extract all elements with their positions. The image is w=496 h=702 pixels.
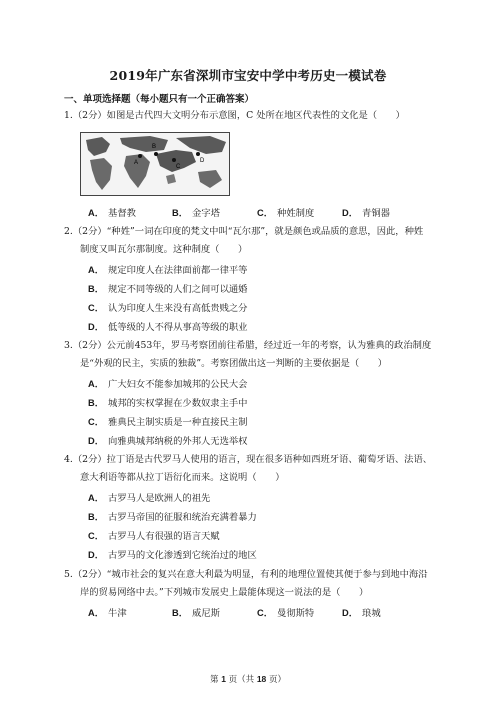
question-1-stem: 1.（2分）如图是古代四大文明分布示意图，C 处所在地区代表性的文化是（ ） [64, 110, 405, 121]
q5-option-a[interactable]: A． 牛津 [88, 608, 127, 619]
map-marker-d: D [200, 158, 205, 164]
question-4-stem-line-2: 意大利语等都从拉丁语衍化而来。这说明（ ） [80, 472, 285, 483]
q1-option-a[interactable]: A． 基督教 [88, 208, 136, 219]
question-2-stem-line-1: 2.（2分）“种姓”一词在印度的梵文中叫“瓦尔那”，就是颜色或品质的意思，因此，种姓 [64, 226, 424, 237]
section-heading: 一、单项选择题（每小题只有一个正确答案） [64, 94, 255, 105]
map-marker-a: A [134, 160, 139, 166]
total-page-count: 18 [256, 674, 267, 684]
q4-option-d[interactable]: D． 古罗马的文化渗透到它统治过的地区 [88, 550, 257, 561]
q2-option-b[interactable]: B． 规定不同等级的人们之间可以通婚 [88, 284, 248, 295]
current-page-number: 1 [221, 674, 226, 684]
q5-option-b[interactable]: B． 威尼斯 [172, 608, 220, 619]
q2-option-d[interactable]: D． 低等级的人不得从事高等级的职业 [88, 322, 248, 333]
q2-option-a[interactable]: A． 规定印度人在法律面前都一律平等 [88, 265, 248, 276]
q1-option-d[interactable]: D． 青铜器 [342, 208, 390, 219]
q2-option-c[interactable]: C． 认为印度人生来没有高低贵贱之分 [88, 303, 248, 314]
question-5-stem-line-2: 岸的贸易网络中去。”下列城市发展史上最能体现这一说法的是（ ） [80, 587, 369, 598]
q3-option-d[interactable]: D． 向雅典城邦纳税的外邦人无选举权 [88, 436, 248, 447]
question-2-stem-line-2: 制度又叫瓦尔那制度。这种制度（ ） [80, 244, 248, 255]
q4-option-b[interactable]: B． 古罗马帝国的征服和统治充满着暴力 [88, 512, 257, 523]
question-3-stem-line-1: 3.（2分）公元前453年，罗马考察团前往希腊，经过近一年的考察，认为雅典的政治制度 [64, 340, 432, 351]
q1-option-c[interactable]: C． 种姓制度 [257, 208, 315, 219]
q3-option-b[interactable]: B． 城邦的实权掌握在少数奴隶主手中 [88, 398, 248, 409]
page-footer: 第 1 页（共 18 页） [209, 674, 286, 685]
q3-option-c[interactable]: C． 雅典民主制实质是一种直接民主制 [88, 417, 248, 428]
ancient-civilizations-map-image [80, 132, 230, 196]
question-5-stem-line-1: 5.（2分）“城市社会的复兴在意大利最为明显，有利的地理位置使其便于参与到地中海沿 [64, 569, 428, 580]
q5-option-d[interactable]: D． 琅城 [342, 608, 381, 619]
q4-option-c[interactable]: C． 古罗马人有很强的语言天赋 [88, 531, 220, 542]
q4-option-a[interactable]: A． 古罗马人是欧洲人的祖先 [88, 493, 211, 504]
map-marker-c: C [176, 164, 181, 170]
q5-option-c[interactable]: C． 曼彻斯特 [257, 608, 315, 619]
question-3-stem-line-2: 是“外观的民主，实质的独裁”。考察团做出这一判断的主要依据是（ ） [80, 358, 388, 369]
page-title: 2019年广东省深圳市宝安中学中考历史一模试卷 [109, 68, 387, 83]
q3-option-a[interactable]: A． 广大妇女不能参加城邦的公民大会 [88, 379, 248, 390]
map-marker-b: B [152, 144, 157, 150]
question-4-stem-line-1: 4.（2分）拉丁语是古代罗马人使用的语言，现在很多语种如西班牙语、葡萄牙语、法语、 [64, 454, 433, 465]
q1-option-b[interactable]: B． 金字塔 [172, 208, 220, 219]
